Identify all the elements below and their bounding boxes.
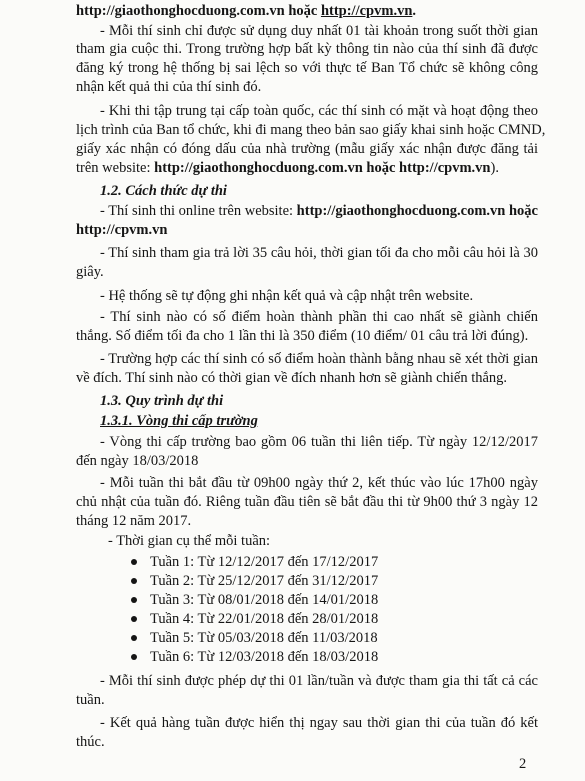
section-heading-1-3-1: 1.3.1. Vòng thi cấp trường	[100, 412, 258, 429]
paragraph-national-line: lịch trình của Ban tổ chức, khi đi mang theo bản sao giấy khai sinh hoặc CMND,	[76, 122, 546, 139]
paragraph-tie-line: - Trường hợp các thí sinh có số điểm hoàn thành bằng nhau sẽ xét thời gian	[100, 351, 538, 368]
paragraph-system: - Hệ thống sẽ tự động ghi nhận kết quả và cập nhật trên website.	[100, 288, 474, 305]
week-entry: Tuần 6: Từ 12/03/2018 đến 18/03/2018	[150, 648, 379, 665]
paragraph-tie-line: về đích. Thí sinh nào có thời gian về đích nhanh hơn sẽ giành chiến thắng.	[76, 369, 508, 386]
paragraph-results-line: - Kết quả hàng tuần được hiển thị ngay sau thời gian thi của tuần đó kết	[100, 715, 538, 731]
section-heading-1-3: 1.3. Quy trình dự thi	[100, 393, 224, 410]
paragraph-school-round-line: đến ngày 18/03/2018	[76, 452, 199, 469]
bullet-icon	[131, 635, 137, 641]
bullet-icon	[131, 597, 137, 603]
paragraph-school-round-line: - Vòng thi cấp trường bao gồm 06 tuần thi liên tiếp. Từ ngày 12/12/2017	[100, 433, 538, 450]
url-joiner: hoặc	[284, 2, 321, 19]
paragraph-account-line: nhận kết quả thi của thí sinh đó.	[76, 79, 262, 96]
top-url-line	[76, 2, 416, 20]
paragraph-account-line: - Mỗi thí sinh chỉ được sử dụng duy nhất 01 tài khoản trong suốt thời gian	[100, 22, 538, 39]
week-entry: Tuần 5: Từ 05/03/2018 đến 11/03/2018	[150, 629, 378, 646]
paragraph-once-line: tuần.	[76, 692, 105, 708]
paragraph-weekly-line: tháng 12 năm 2017.	[76, 512, 192, 529]
paragraph-account-line: tham gia cuộc thi. Trong trường hợp bất kỳ thông tin nào của thí sinh đã được	[76, 41, 538, 58]
paragraph-results-line: thúc.	[76, 734, 105, 750]
paragraph-weekly-line: chủ nhật của tuần đó. Riêng tuần đầu tiên sẽ bắt đầu thi từ 9h00 thứ 3 ngày 12	[76, 493, 538, 510]
website-link-giaothonghocduong[interactable]: http://giaothonghocduong.com.vn	[76, 2, 285, 19]
national-last-suffix: ).	[490, 160, 499, 177]
paragraph-weekly-line: - Mỗi tuần thi bắt đầu từ 09h00 ngày thứ 2, kết thúc vào lúc 17h00 ngày	[100, 474, 538, 491]
website-links[interactable]: http://giaothonghocduong.com.vn hoặc http://cpvm.vn	[154, 160, 491, 177]
week-entry: Tuần 4: Từ 22/01/2018 đến 28/01/2018	[150, 610, 379, 627]
national-last-prefix: trên website:	[76, 160, 155, 177]
paragraph-score-line: thắng. Số điểm tối đa cho 1 lần thi là 350 điểm (10 điểm/ 01 câu trả lời đúng).	[76, 327, 529, 344]
week-entry: Tuần 3: Từ 08/01/2018 đến 14/01/2018	[150, 591, 379, 608]
section-heading-1-2: 1.2. Cách thức dự thi	[100, 183, 227, 200]
paragraph-once-line: - Mỗi thí sinh được phép dự thi 01 lần/tuần và được tham gia thi tất cả các	[100, 673, 538, 689]
paragraph-national-last-line	[76, 159, 499, 177]
website-link-cpvm[interactable]: http://cpvm.vn	[320, 2, 413, 19]
schedule-intro: - Thời gian cụ thể mỗi tuần:	[108, 533, 271, 550]
paragraph-score-line: - Thí sinh nào có số điểm hoàn thành phần thi cao nhất sẽ giành chiến	[100, 308, 538, 325]
website-link-cpvm[interactable]: http://cpvm.vn	[76, 222, 168, 239]
paragraph-online-line	[100, 202, 538, 220]
bullet-icon	[131, 654, 137, 660]
week-entry: Tuần 1: Từ 12/12/2017 đến 17/12/2017	[150, 553, 379, 570]
paragraph-national-line: giấy xác nhận có đóng dấu của nhà trường (mẫu giấy xác nhận được đăng tải	[76, 141, 538, 158]
paragraph-national-line: - Khi thi tập trung tại cấp toàn quốc, các thí sinh có mặt và hoạt động theo	[100, 103, 538, 120]
website-link-giaothonghocduong[interactable]: http://giaothonghocduong.com.vn hoặc	[296, 203, 538, 220]
bullet-icon	[131, 616, 137, 622]
bullet-icon	[131, 578, 137, 584]
paragraph-account-line: đăng ký trong hệ thống bị sai lệch so với thực tế Ban Tổ chức sẽ không công	[76, 60, 538, 77]
page-number: 2	[519, 756, 527, 772]
url-dot: .	[412, 2, 417, 19]
bullet-icon	[131, 559, 137, 565]
online-prefix: - Thí sinh thi online trên website:	[100, 203, 297, 220]
week-entry: Tuần 2: Từ 25/12/2017 đến 31/12/2017	[150, 572, 379, 589]
paragraph-questions-line: giây.	[76, 264, 104, 281]
paragraph-questions-line: - Thí sinh tham gia trả lời 35 câu hỏi, thời gian tối đa cho mỗi câu hỏi là 30	[100, 245, 538, 262]
